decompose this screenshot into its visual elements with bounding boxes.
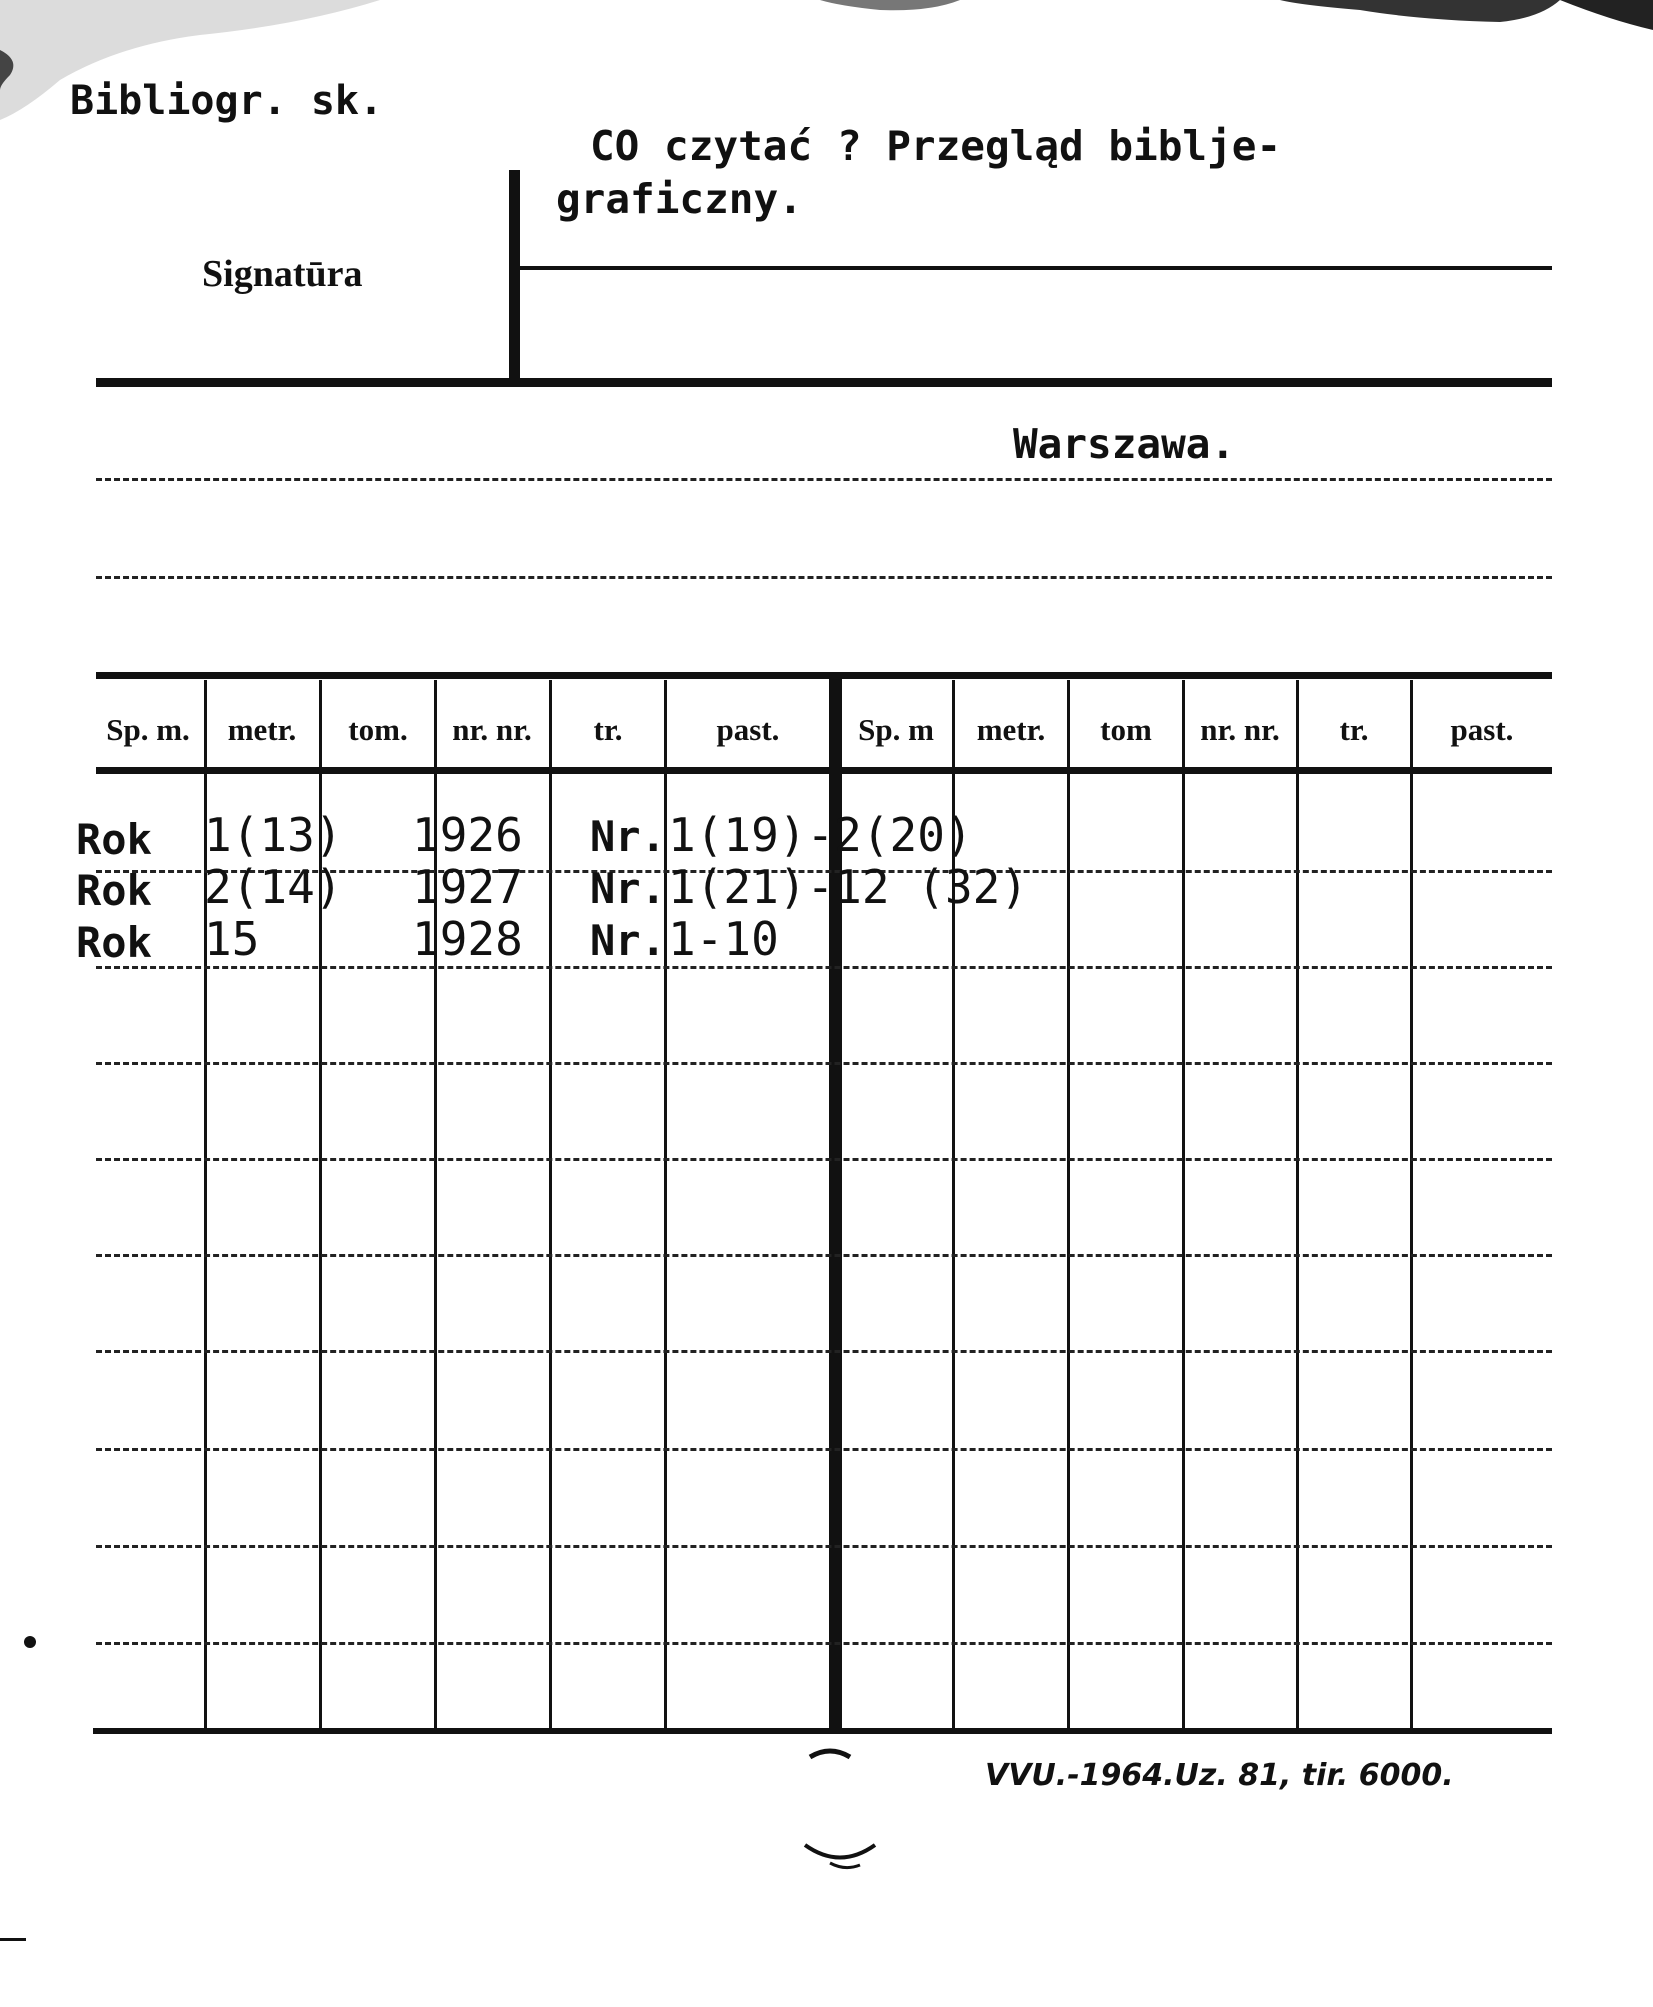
entry-3-nr: Nr. xyxy=(590,916,666,965)
row-rule-7 xyxy=(96,1448,1552,1451)
table-bottom-rule xyxy=(93,1728,1552,1734)
entry-2-year: 1927 xyxy=(412,860,523,914)
rule-line-2 xyxy=(96,576,1552,579)
col-line-10 xyxy=(1296,680,1299,1728)
printer-imprint: VVU.-1964.Uz. 81, tir. 6000. xyxy=(985,1758,1454,1793)
entry-1-rok: Rok xyxy=(76,815,152,864)
table-top-rule xyxy=(96,672,1552,679)
signature-label: Signatūra xyxy=(202,253,363,295)
entry-3-rok: Rok xyxy=(76,918,152,967)
header-nr-right: nr. nr. xyxy=(1200,712,1280,747)
place-text: Warszawa. xyxy=(1013,420,1236,468)
entry-3-issues: 1-10 xyxy=(668,912,779,966)
title-line-1: CO czytać ? Przegląd biblje- xyxy=(590,122,1282,170)
header-sp-m-right: Sp. m xyxy=(858,712,934,747)
row-rule-2 xyxy=(96,966,1552,969)
entry-2-issues: 1(21)-12 (32) xyxy=(668,860,1029,914)
header-nr-left: nr. nr. xyxy=(452,712,532,747)
col-line-9 xyxy=(1182,680,1185,1728)
header-metr-left: metr. xyxy=(227,712,297,747)
entry-1-nr: Nr. xyxy=(590,812,666,861)
header-tr-right: tr. xyxy=(1339,712,1369,747)
row-rule-9 xyxy=(96,1642,1552,1645)
ink-speck xyxy=(0,1938,26,1941)
row-rule-4 xyxy=(96,1158,1552,1161)
table-header-rule xyxy=(96,767,1552,774)
entry-1-volume: 1(13) xyxy=(204,808,343,862)
row-rule-3 xyxy=(96,1062,1552,1065)
header-bottom-rule xyxy=(96,378,1552,387)
header-past-left: past. xyxy=(716,712,780,747)
entry-2-volume: 2(14) xyxy=(204,860,343,914)
row-rule-6 xyxy=(96,1350,1552,1353)
entry-1-issues: 1(19)-2(20) xyxy=(668,808,973,862)
header-tom-left: tom. xyxy=(348,712,408,747)
col-line-11 xyxy=(1410,680,1413,1728)
entry-3-volume: 15 xyxy=(204,912,260,966)
entry-1-year: 1926 xyxy=(412,808,523,862)
entry-2-rok: Rok xyxy=(76,866,152,915)
signature-divider xyxy=(509,170,520,380)
entry-3-year: 1928 xyxy=(412,912,523,966)
header-past-right: past. xyxy=(1450,712,1514,747)
header-tr-left: tr. xyxy=(593,712,623,747)
header-sp-m-left: Sp. m. xyxy=(106,712,190,747)
title-line-2: graficzny. xyxy=(556,175,803,223)
row-rule-8 xyxy=(96,1545,1552,1548)
row-rule-5 xyxy=(96,1254,1552,1257)
ink-speck xyxy=(24,1636,36,1648)
header-metr-right: metr. xyxy=(976,712,1046,747)
title-underline xyxy=(520,266,1552,270)
rule-line-1 xyxy=(96,478,1552,481)
entry-2-nr: Nr. xyxy=(590,864,666,913)
col-line-8 xyxy=(1067,680,1070,1728)
collection-label: Bibliogr. sk. xyxy=(70,78,384,124)
header-tom-right: tom xyxy=(1100,712,1152,747)
col-line-4 xyxy=(549,680,552,1728)
punch-hole-mark xyxy=(800,1745,880,1885)
